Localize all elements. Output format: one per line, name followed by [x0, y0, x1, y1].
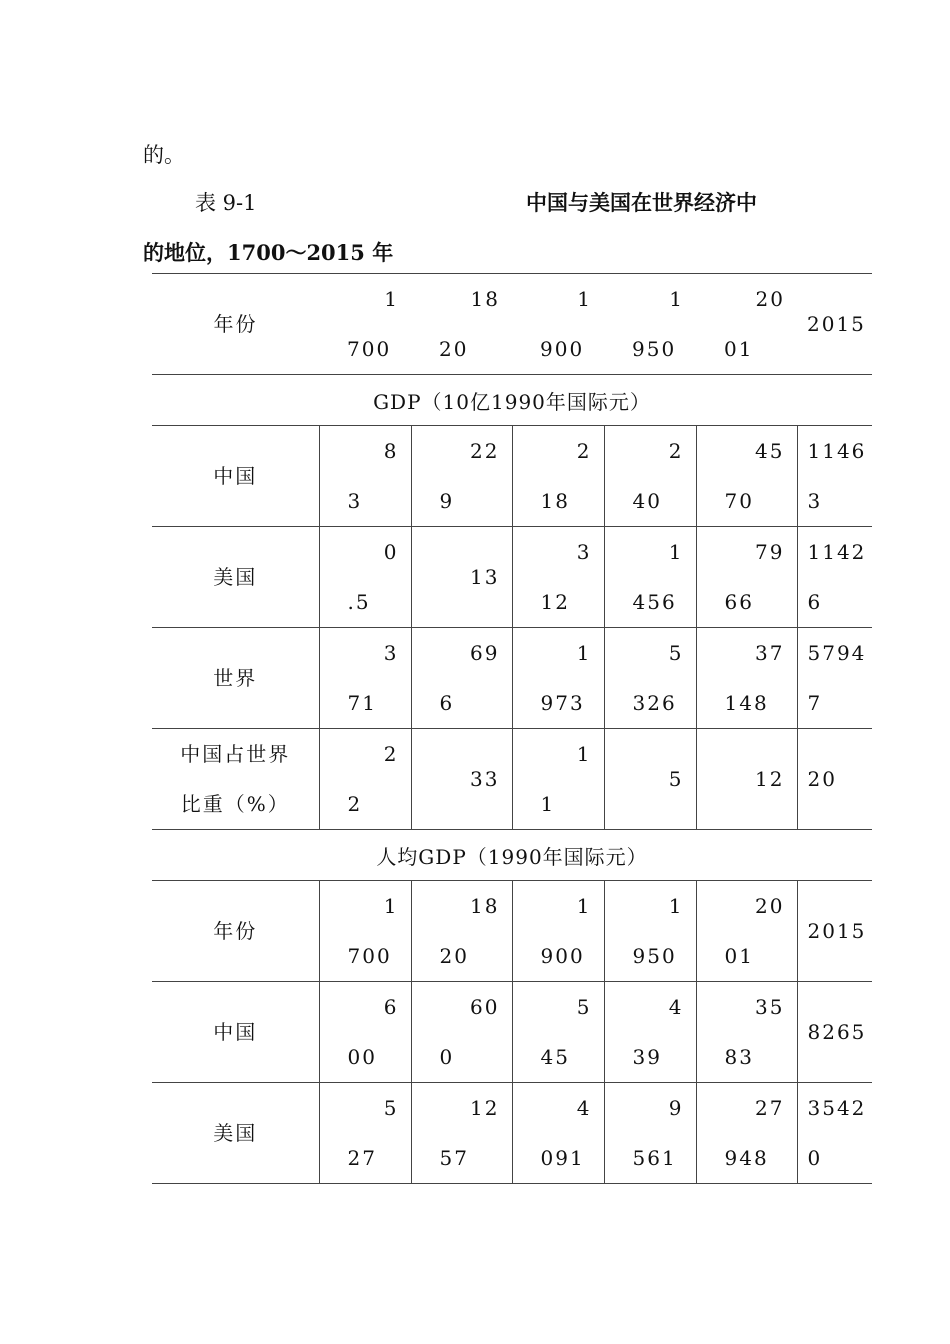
table-cell: [696, 628, 797, 729]
cell-value: 33: [470, 767, 500, 791]
table-row: [152, 527, 872, 628]
cell-value-bottom: 561: [632, 1146, 677, 1170]
table-cell: [696, 274, 797, 375]
cell-value-bottom: 20: [439, 337, 469, 361]
table-cell: [512, 274, 604, 375]
table-cell: [797, 1083, 872, 1184]
cell-value-top: 18: [470, 287, 500, 311]
cell-value-bottom: 7: [807, 691, 823, 715]
cell-value: [513, 982, 604, 1082]
table-cell: [604, 982, 696, 1083]
table-cell: [319, 1083, 411, 1184]
cell-value-bottom: 9: [439, 489, 455, 513]
cell-value-bottom: 83: [724, 1045, 754, 1069]
cell-value: 5: [668, 767, 684, 791]
cell-value: [513, 628, 604, 728]
cell-value-bottom: 27: [347, 1146, 377, 1170]
table-cell: [696, 982, 797, 1083]
table-cell: [604, 1083, 696, 1184]
cell-value-top: 1142: [807, 540, 867, 564]
table-cell: [797, 982, 872, 1083]
cell-value-bottom: 71: [347, 691, 377, 715]
cell-value: [320, 881, 411, 981]
cell-value: 2015: [807, 312, 866, 336]
cell-value-bottom: 456: [632, 590, 677, 614]
cell-value-top: 1: [668, 894, 684, 918]
row-label-text: 中国占世界: [180, 742, 291, 766]
cell-value-bottom: 0: [807, 1146, 823, 1170]
table-cell: [319, 426, 411, 527]
table-cell: [604, 274, 696, 375]
table-cell: [696, 729, 797, 830]
cell-value: [697, 628, 797, 728]
cell-value-top: 6: [383, 995, 399, 1019]
row-label-text: 美国: [213, 1121, 258, 1145]
cell-value-bottom: 2: [347, 792, 363, 816]
cell-value: [411, 274, 512, 374]
cell-value-bottom: 66: [724, 590, 754, 614]
row-label-text: 中国: [213, 464, 258, 488]
cell-value-top: 37: [755, 641, 785, 665]
cell-value-top: 69: [470, 641, 500, 665]
cell-value: 8265: [807, 1020, 867, 1044]
cell-value: [320, 982, 411, 1082]
cell-value: [320, 527, 411, 627]
cell-value-top: 5: [383, 1096, 399, 1120]
cell-value: [696, 274, 797, 374]
table-cell: [604, 881, 696, 982]
cell-value: [513, 881, 604, 981]
cell-value: [412, 1083, 512, 1183]
table-cell: [797, 881, 872, 982]
cell-value: [798, 1083, 873, 1183]
section-title: GDP（10亿1990年国际元）: [152, 375, 872, 426]
cell-value-top: 20: [755, 894, 785, 918]
cell-value-top: 22: [470, 439, 500, 463]
gdp-table: [152, 273, 872, 1184]
table-cell: [696, 1083, 797, 1184]
cell-value-bottom: 12: [540, 590, 570, 614]
cell-value: [697, 982, 797, 1082]
table-cell: [512, 426, 604, 527]
cell-value: [320, 1083, 411, 1183]
cell-value-top: 1: [576, 641, 592, 665]
cell-value-top: 1: [577, 287, 592, 311]
table-row: [152, 274, 872, 375]
table-cell: [319, 628, 411, 729]
row-label: [152, 729, 319, 830]
cell-value-bottom: 700: [347, 944, 392, 968]
table-row: [152, 426, 872, 527]
cell-value: [412, 982, 512, 1082]
section-row: [152, 375, 872, 426]
section-row: [152, 830, 872, 881]
table-cell: [797, 274, 872, 375]
cell-value: [320, 628, 411, 728]
cell-value: [320, 426, 411, 526]
table-title-line1: 中国与美国在世界经济中: [526, 190, 757, 215]
table-cell: [696, 527, 797, 628]
cell-value-bottom: 3: [347, 489, 363, 513]
table-title-line2: 的地位，1700～2015 年: [143, 240, 394, 265]
cell-value: [798, 527, 873, 627]
cell-value: [605, 982, 696, 1082]
table-row: [152, 881, 872, 982]
cell-value-bottom: 00: [347, 1045, 377, 1069]
cell-value-top: 45: [755, 439, 785, 463]
cell-value-bottom: 40: [632, 489, 662, 513]
cell-value-bottom: 900: [540, 944, 585, 968]
cell-value-top: 4: [668, 995, 684, 1019]
table-row: [152, 1083, 872, 1184]
cell-value-top: 1: [576, 894, 592, 918]
cell-value: [412, 628, 512, 728]
cell-value-bottom: 326: [632, 691, 677, 715]
cell-value-bottom: 950: [632, 337, 677, 361]
row-label: [152, 1083, 319, 1184]
cell-value-top: 2: [668, 439, 684, 463]
table-row: [152, 729, 872, 830]
cell-value-bottom: .5: [347, 590, 371, 614]
table-cell: [411, 628, 512, 729]
cell-value: [697, 426, 797, 526]
row-label: [152, 982, 319, 1083]
table-cell: [319, 527, 411, 628]
cell-value-top: 1: [669, 287, 684, 311]
cell-value: [513, 729, 604, 829]
table-cell: [411, 881, 512, 982]
cell-value-bottom: 700: [347, 337, 392, 361]
table-number: 表 9-1: [195, 191, 257, 215]
cell-value-top: 4: [576, 1096, 592, 1120]
cell-value-bottom: 148: [724, 691, 769, 715]
cell-value-bottom: 1: [540, 792, 556, 816]
cell-value: [798, 628, 873, 728]
cell-value: [604, 274, 696, 374]
cell-value-bottom: 57: [439, 1146, 469, 1170]
cell-value: [798, 426, 873, 526]
cell-value-top: 0: [383, 540, 399, 564]
cell-value-top: 60: [470, 995, 500, 1019]
table-cell: [411, 729, 512, 830]
cell-value-top: 1146: [807, 439, 867, 463]
row-label: [152, 628, 319, 729]
table-cell: [797, 628, 872, 729]
table-cell: [512, 1083, 604, 1184]
table-cell: [797, 426, 872, 527]
cell-value-top: 3: [576, 540, 592, 564]
cell-value-top: 2: [576, 439, 592, 463]
row-label: [152, 274, 319, 375]
table-cell: [411, 274, 512, 375]
cell-value-top: 5: [668, 641, 684, 665]
table-cell: [411, 1083, 512, 1184]
table-cell: [411, 527, 512, 628]
cell-value-bottom: 0: [439, 1045, 455, 1069]
cell-value: [605, 628, 696, 728]
table-row: [152, 982, 872, 1083]
cell-value: 2015: [807, 919, 867, 943]
table-cell: [319, 982, 411, 1083]
cell-value-top: 20: [755, 287, 785, 311]
cell-value: [605, 527, 696, 627]
table-cell: [604, 426, 696, 527]
table-cell: [604, 628, 696, 729]
table-cell: [604, 527, 696, 628]
cell-value-top: 3542: [807, 1096, 867, 1120]
cell-value-bottom: 18: [540, 489, 570, 513]
cell-value-bottom: 70: [724, 489, 754, 513]
cell-value-bottom: 948: [724, 1146, 769, 1170]
table-cell: [512, 729, 604, 830]
cell-value: [697, 1083, 797, 1183]
cell-value-top: 1: [668, 540, 684, 564]
row-label-text: 年份: [213, 312, 258, 336]
cell-value-top: 27: [755, 1096, 785, 1120]
cell-value-top: 5794: [807, 641, 867, 665]
cell-value: [319, 274, 411, 374]
cell-value: 13: [470, 565, 500, 589]
table-cell: [512, 628, 604, 729]
table-cell: [797, 527, 872, 628]
section-title: 人均GDP（1990年国际元）: [152, 830, 872, 881]
table-cell: [512, 881, 604, 982]
table-cell: [604, 729, 696, 830]
table-row: [152, 628, 872, 729]
cell-value-top: 8: [383, 439, 399, 463]
table-cell: [797, 729, 872, 830]
cell-value-bottom: 6: [807, 590, 823, 614]
cell-value-top: 18: [470, 894, 500, 918]
cell-value: [605, 881, 696, 981]
cell-value-top: 12: [470, 1096, 500, 1120]
cell-value-bottom: 39: [632, 1045, 662, 1069]
cell-value-top: 2: [383, 742, 399, 766]
cell-value-top: 1: [383, 894, 399, 918]
cell-value: [320, 729, 411, 829]
cell-value-top: 35: [755, 995, 785, 1019]
table-cell: [319, 881, 411, 982]
cell-value-top: 1: [384, 287, 399, 311]
cell-value: [412, 881, 512, 981]
table-cell: [411, 426, 512, 527]
cell-value: [512, 274, 604, 374]
row-label: [152, 881, 319, 982]
row-label-text: 世界: [213, 666, 258, 690]
cell-value-top: 3: [383, 641, 399, 665]
row-label-text: 比重（%）: [180, 792, 290, 816]
cell-value-bottom: 45: [540, 1045, 570, 1069]
cell-value-top: 1: [576, 742, 592, 766]
cell-value-bottom: 973: [540, 691, 585, 715]
table-cell: [512, 982, 604, 1083]
cell-value-bottom: 091: [540, 1146, 585, 1170]
cell-value-bottom: 900: [540, 337, 585, 361]
cell-value: [697, 527, 797, 627]
cell-value-bottom: 20: [439, 944, 469, 968]
table-cell: [411, 982, 512, 1083]
row-label-text: 年份: [213, 919, 258, 943]
cell-value: [605, 426, 696, 526]
row-label-text: 美国: [213, 565, 258, 589]
table-cell: [696, 426, 797, 527]
cell-value-bottom: 01: [724, 337, 754, 361]
cell-value: 12: [755, 767, 785, 791]
cell-value: [513, 527, 604, 627]
preceding-text: 的。: [143, 143, 185, 167]
cell-value-bottom: 950: [632, 944, 677, 968]
cell-value: [605, 1083, 696, 1183]
table-cell: [319, 274, 411, 375]
table-cell: [512, 527, 604, 628]
row-label: [152, 527, 319, 628]
table-cell: [319, 729, 411, 830]
cell-value: [412, 426, 512, 526]
cell-value: [513, 1083, 604, 1183]
cell-value-bottom: 01: [724, 944, 754, 968]
cell-value: [513, 426, 604, 526]
cell-value-bottom: 6: [439, 691, 455, 715]
cell-value-top: 9: [668, 1096, 684, 1120]
row-label: [152, 426, 319, 527]
cell-value-top: 79: [755, 540, 785, 564]
cell-value-top: 5: [576, 995, 592, 1019]
table-cell: [696, 881, 797, 982]
cell-value: [697, 881, 797, 981]
row-label-text: 中国: [213, 1020, 258, 1044]
cell-value-bottom: 3: [807, 489, 823, 513]
cell-value: 20: [807, 767, 837, 791]
